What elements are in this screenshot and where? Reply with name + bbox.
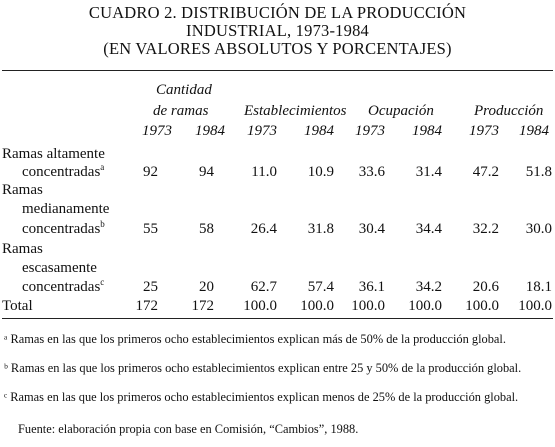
row-label-line: concentradas$^c$	[22, 277, 105, 295]
table-cell: 30.4	[358, 221, 385, 237]
table-title-line-3: (EN VALORES ABSOLUTOS Y PORCENTAJES)	[103, 39, 452, 58]
table-cell: 20.6	[472, 279, 499, 295]
table-cell: 100.0	[351, 298, 385, 314]
bottom-rule	[2, 318, 553, 319]
table-cell: 92	[143, 164, 158, 180]
footnote-marker: b	[100, 219, 105, 229]
table-cell: 47.2	[472, 164, 499, 180]
footnote-c: ᶜ Ramas en las que los primeros ocho establecimientos explican menos de 25% de la producción global.	[4, 390, 519, 404]
table-cell: 26.4	[250, 221, 277, 237]
footnote-marker: c	[100, 277, 105, 287]
table-cell: 55	[143, 221, 158, 237]
table-cell: 100.0	[465, 298, 499, 314]
row-label-line: Ramas	[2, 182, 43, 198]
table-cell: 18.1	[525, 279, 552, 295]
table-cell: 25	[143, 279, 158, 295]
table-cell: 58	[199, 221, 214, 237]
table-cell: 100.0	[518, 298, 552, 314]
header-cantidad-line-2: de ramas	[153, 103, 209, 119]
header-produccion: Producción	[474, 103, 544, 119]
table-cell: 32.2	[472, 221, 499, 237]
year-header: 1984	[304, 123, 334, 139]
header-cantidad-line-1: Cantidad	[156, 82, 212, 98]
header-establecimientos: Establecimientos	[244, 103, 347, 119]
table-cell: 31.4	[415, 164, 442, 180]
table-cell: 172	[135, 298, 158, 314]
row-label-line: Ramas	[2, 241, 43, 257]
year-header: 1973	[355, 123, 385, 139]
footnote-a: ᵃ Ramas en las que los primeros ocho establecimientos explican más de 50% de la producción global.	[4, 332, 506, 346]
year-header: 1984	[195, 123, 225, 139]
table-cell: 34.4	[415, 221, 442, 237]
row-label-total: Total	[2, 298, 33, 314]
table-cell: 11.0	[251, 164, 277, 180]
footnote-marker: a	[100, 162, 105, 172]
row-label-line: escasamente	[22, 260, 97, 276]
source-note: Fuente: elaboración propia con base en Comisión, “Cambios”, 1988.	[18, 422, 359, 436]
table-cell: 33.6	[358, 164, 385, 180]
year-header: 1984	[519, 123, 549, 139]
year-header: 1973	[469, 123, 499, 139]
table-cell: 34.2	[415, 279, 442, 295]
year-header: 1984	[412, 123, 442, 139]
table-title-line-1: CUADRO 2. DISTRIBUCIÓN DE LA PRODUCCIÓN	[88, 3, 467, 22]
row-label-line: medianamente	[22, 201, 110, 217]
table-title-line-2: INDUSTRIAL, 1973-1984	[186, 21, 369, 40]
table-cell: 51.8	[525, 164, 552, 180]
table-cell: 94	[199, 164, 214, 180]
header-ocupacion: Ocupación	[368, 103, 434, 119]
table-cell: 100.0	[408, 298, 442, 314]
table-cell: 172	[191, 298, 214, 314]
top-rule	[2, 70, 553, 71]
year-header: 1973	[247, 123, 277, 139]
table-cell: 57.4	[307, 279, 334, 295]
table-cell: 31.8	[307, 221, 334, 237]
table-cell: 36.1	[358, 279, 385, 295]
table-cell: 62.7	[250, 279, 277, 295]
table-cell: 30.0	[525, 221, 552, 237]
table-cell: 10.9	[307, 164, 334, 180]
table-cell: 100.0	[300, 298, 334, 314]
row-label-line: concentradas$^a$	[22, 162, 105, 180]
year-header: 1973	[142, 123, 172, 139]
row-label-line: concentradas$^b$	[22, 219, 105, 237]
row-label-line: Ramas altamente	[2, 146, 105, 162]
table-cell: 100.0	[243, 298, 277, 314]
footnote-b: ᵇ Ramas en las que los primeros ocho establecimientos explican entre 25 y 50% de la producción global.	[4, 361, 522, 375]
table-cell: 20	[199, 279, 214, 295]
